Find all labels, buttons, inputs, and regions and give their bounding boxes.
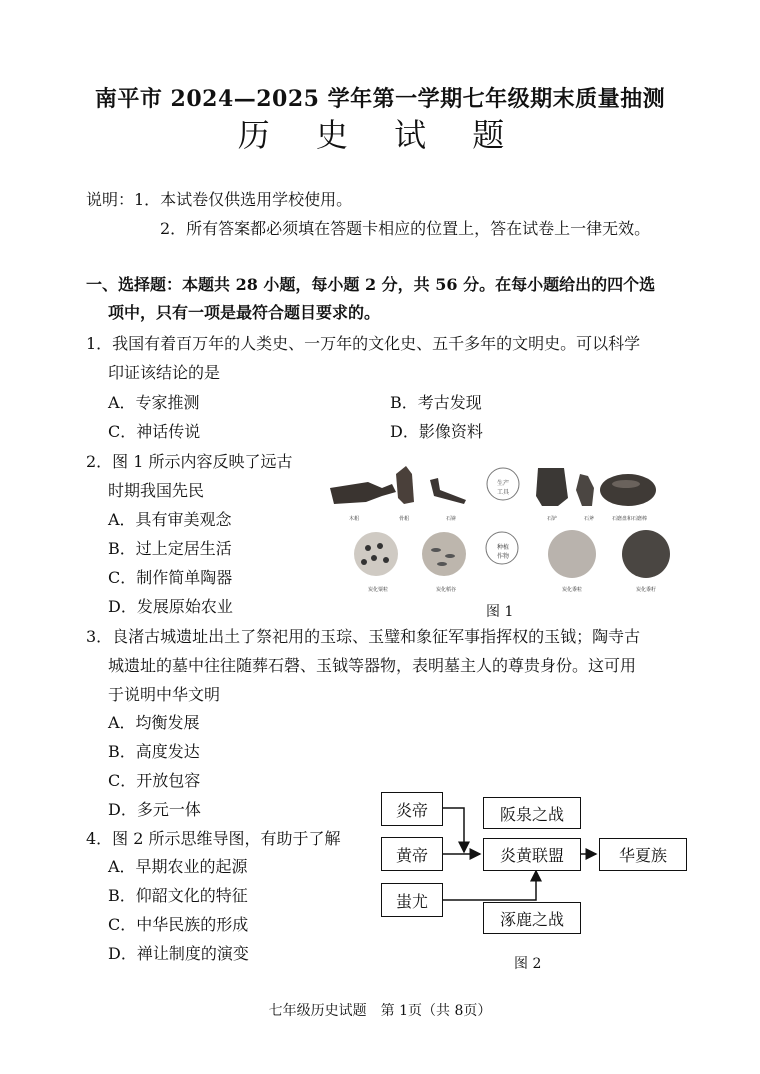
q3-stem-line2: 城遗址的墓中往往随葬石磬、玉钺等器物，表明墓主人的尊贵身份。这可用 xyxy=(108,656,637,675)
q2-stem-line2: 时期我国先民 xyxy=(108,481,205,500)
q1-option-b[interactable]: B．考古发现 xyxy=(390,393,482,412)
instruction-item-1: 1．本试卷仅供选用学校使用。 xyxy=(134,190,353,209)
label-broomcorn-seed: 炭化黍籽 xyxy=(636,587,657,593)
figure-2-caption: 图 2 xyxy=(514,956,542,972)
box-yanhuang-alliance: 炎黄联盟 xyxy=(483,838,581,871)
exam-title: 南平市 2024—2025 学年第一学期七年级期末质量抽测 xyxy=(94,86,666,112)
label-stone-axe: 石斧 xyxy=(584,516,595,522)
broomcorn-seed-image xyxy=(622,530,670,578)
figure-1-caption: 图 1 xyxy=(486,604,514,620)
section-heading-line1: 一、选择题：本题共 28 小题，每小题 2 分，共 56 分。在每小题给出的四个选 xyxy=(86,275,656,294)
section-heading-line2: 项中，只有一项是最符合题目要求的。 xyxy=(108,303,381,322)
q3-option-c[interactable]: C．开放包容 xyxy=(108,771,201,790)
label-stone-adze: 石锛 xyxy=(446,516,457,522)
stone-adze-image xyxy=(430,478,466,504)
label-millet-seed: 炭化黍粒 xyxy=(562,587,583,593)
millet-grains-image xyxy=(354,532,398,576)
instruction-item-2: 2．所有答案都必须填在答题卡相应的位置上，答在试卷上一律无效。 xyxy=(160,219,651,238)
box-banquan-battle: 阪泉之战 xyxy=(483,797,581,829)
q4-stem-line1: 4．图 2 所示思维导图，有助于了解 xyxy=(86,829,341,848)
grinding-slab-image xyxy=(600,474,656,506)
box-chiyou: 蚩尤 xyxy=(381,883,443,917)
q3-option-a[interactable]: A．均衡发展 xyxy=(108,713,200,732)
box-zhuolu-battle: 涿鹿之战 xyxy=(483,902,581,934)
q4-option-c[interactable]: C．中华民族的形成 xyxy=(108,915,249,934)
stone-axe-image xyxy=(576,474,594,506)
subject-title: 历 史 试 题 xyxy=(237,116,523,154)
label-millet: 炭化粟粒 xyxy=(368,587,389,593)
q4-option-d[interactable]: D．禅让制度的演变 xyxy=(108,944,249,963)
label-bone-spade: 骨耜 xyxy=(399,516,410,522)
q1-option-c[interactable]: C．神话传说 xyxy=(108,422,201,441)
q1-option-a[interactable]: A．专家推测 xyxy=(108,393,200,412)
stone-shovel-image xyxy=(536,468,568,506)
q3-option-b[interactable]: B．高度发达 xyxy=(108,742,200,761)
label-crops-circle: 种植 作物 xyxy=(496,544,509,560)
label-grinding-slab: 石磨盘和石磨棒 xyxy=(612,516,648,522)
q2-stem-line1: 2．图 1 所示内容反映了远古 xyxy=(86,452,293,471)
q2-option-d[interactable]: D．发展原始农业 xyxy=(108,597,233,616)
q1-option-d[interactable]: D．影像资料 xyxy=(390,422,483,441)
rice-grains-image xyxy=(422,532,466,576)
label-rice: 炭化稻谷 xyxy=(436,587,457,593)
q2-option-b[interactable]: B．过上定居生活 xyxy=(108,539,232,558)
q4-option-a[interactable]: A．早期农业的起源 xyxy=(108,857,248,876)
q2-option-a[interactable]: A．具有审美观念 xyxy=(108,510,232,529)
label-tools-circle: 生产 工具 xyxy=(496,480,509,496)
q1-stem-line2: 印证该结论的是 xyxy=(108,363,221,382)
wooden-spade-image xyxy=(330,482,396,504)
label-wooden-spade: 木耜 xyxy=(349,516,360,522)
q3-stem-line1: 3．良渚古城遗址出土了祭祀用的玉琮、玉璧和象征军事指挥权的玉钺；陶寺古 xyxy=(86,627,641,646)
box-huaxia: 华夏族 xyxy=(599,838,687,871)
q3-stem-line3: 于说明中华文明 xyxy=(108,685,221,704)
instructions-label: 说明： xyxy=(86,190,135,209)
bone-spade-image xyxy=(396,466,414,504)
q3-option-d[interactable]: D．多元一体 xyxy=(108,800,201,819)
q2-option-c[interactable]: C．制作简单陶器 xyxy=(108,568,233,587)
q4-option-b[interactable]: B．仰韶文化的特征 xyxy=(108,886,248,905)
millet-seed-image xyxy=(548,530,596,578)
label-stone-shovel: 石铲 xyxy=(547,516,558,522)
page-footer: 七年级历史试题 第 1页（共 8页） xyxy=(268,1003,492,1019)
q1-stem-line1: 1．我国有着百万年的人类史、一万年的文化史、五千多年的文明史。可以科学 xyxy=(86,334,641,353)
box-yandi: 炎帝 xyxy=(381,792,443,826)
box-huangdi: 黄帝 xyxy=(381,837,443,871)
